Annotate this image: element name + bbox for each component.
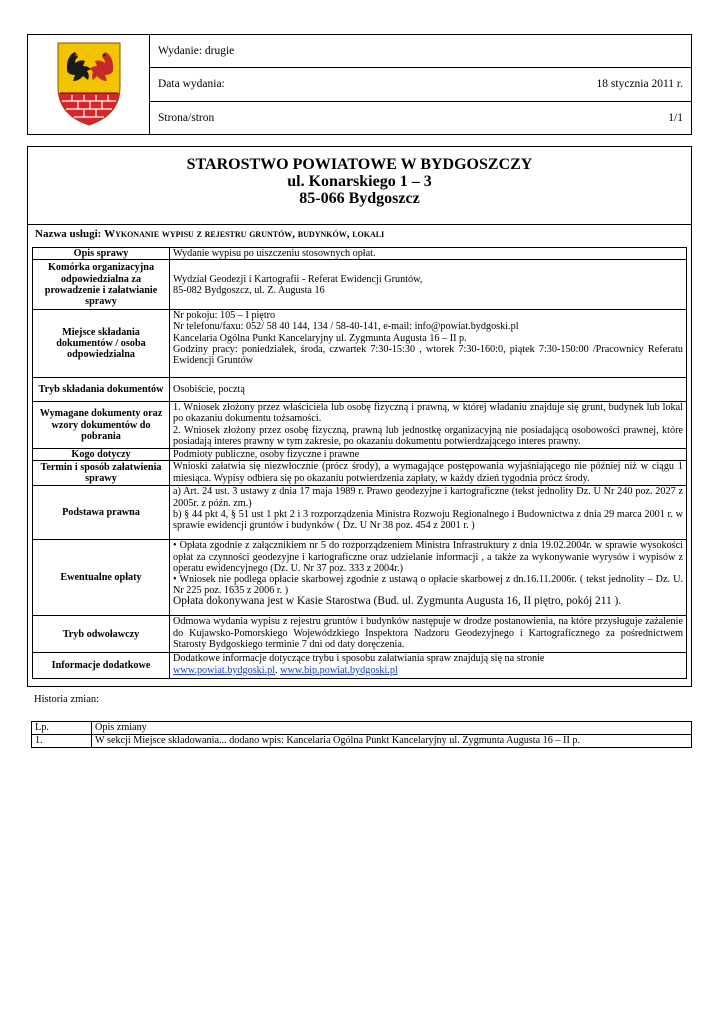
- miejsce-line-3: Kancelaria Ogólna Punkt Kancelaryjny ul. Zygmunta Augusta 16 – II p.: [173, 332, 467, 344]
- office-title-block: [28, 147, 691, 207]
- row-label-odwolawczy: Tryb odwoławczy: [33, 616, 170, 653]
- page-count-value: 1/1: [668, 111, 683, 124]
- row-value-komorka: [170, 260, 687, 310]
- row-value-kogo: Podmioty publiczne, osoby fizyczne i prawne: [170, 449, 687, 461]
- table-row: [33, 449, 687, 461]
- row-value-wymagane: [170, 402, 687, 449]
- history-col-desc: Opis zmiany: [92, 722, 692, 735]
- row-value-termin: Wnioski załatwia się niezwłocznie (prócz środy), a wymagające postępowania wyjaśniającego nie później niż w ciągu 1 miesiąca. Wypisy odbiera się po okazaniu potwierdzenia zapłaty, w każdy dzień tygodnia prócz środy.: [170, 461, 687, 486]
- table-row: [33, 310, 687, 378]
- table-row: [33, 616, 687, 653]
- office-name: STAROSTWO POWIATOWE W BYDGOSZCZY: [186, 156, 533, 173]
- table-row: [33, 540, 687, 616]
- wymagane-item-2: 2. Wniosek złożony przez osobę fizyczną, prawną lub jednostkę organizacyjną nie posiadającą osobowości prawnej, które posiadają interes prawny w tym zakresie, po okazaniu dokumentu potwierdzającego interes prawny.: [173, 424, 683, 447]
- coat-of-arms-cell: [28, 35, 150, 135]
- oplaty-item-3: Opłata dokonywana jest w Kasie Starostwa (Bud. ul. Zygmunta Augusta 16, II piętro, pokój 211 ).: [173, 595, 622, 608]
- row-label-tryb-skladania: Tryb składania dokumentów: [33, 378, 170, 402]
- table-row: [33, 378, 687, 402]
- table-row: [33, 402, 687, 449]
- history-entry-lp: 1.: [32, 735, 92, 748]
- miejsce-line-1: Nr pokoju: 105 – I piętro: [173, 310, 276, 322]
- page-count-cell: [150, 101, 692, 134]
- service-name-value: Wykonanie wypisu z rejestru gruntów, budynków, lokali: [104, 228, 385, 240]
- komorka-line-1: Wydział Geodezji i Kartografii - Referat Ewidencji Gruntów,: [173, 273, 423, 285]
- document-header: [27, 34, 692, 135]
- service-card: [27, 146, 692, 687]
- service-details-table: [32, 247, 687, 679]
- oplaty-item-1: • Opłata zgodnie z załącznikiem nr 5 do rozporządzeniem Ministra Infrastruktury z dnia 19.02.2004r. w sprawie wysokości opłat za czynności geodezyjne i kartograficzne oraz udzielanie informacji , a także za wykonywanie wyrysów i wypisów z operatu ewidencyjnego (Dz. U. Nr 37 poz. 333 z 2004r.): [173, 540, 683, 574]
- row-label-termin: Termin i sposób załatwienia sprawy: [33, 461, 170, 486]
- informacje-links: [173, 665, 683, 676]
- row-label-miejsce: Miejsce składania dokumentów / osoba odpowiedzialna: [33, 310, 170, 378]
- table-row: [32, 735, 692, 748]
- bip-website-link[interactable]: www.bip.powiat.bydgoski.pl: [280, 664, 398, 676]
- komorka-line-2: 85-082 Bydgoszcz, ul. Z. Augusta 16: [173, 284, 325, 296]
- issue-date-label: Data wydania:: [158, 78, 225, 91]
- history-label: Historia zmian:: [34, 694, 100, 705]
- page-count-label: Strona/stron: [158, 111, 215, 124]
- row-label-opis: Opis sprawy: [33, 248, 170, 260]
- row-label-podstawa: Podstawa prawna: [33, 486, 170, 540]
- row-value-odwolawczy: Odmowa wydania wypisu z rejestru gruntów i budynków następuje w drodze postanowienia, na które przysługuje zażalenie do Kujawsko-Pomorskiego Wojewódzkiego Inspektora Nadzoru Geodezyjnego i Kartograficznego za pośrednictwem Starosty Bydgoskiego terminie 7 dni od daty doręczenia.: [170, 616, 687, 653]
- service-name-label: Nazwa usługi:: [35, 228, 102, 240]
- row-value-tryb-skladania: Osobiście, pocztą: [170, 378, 687, 402]
- row-label-kogo: Kogo dotyczy: [33, 449, 170, 461]
- table-row: [33, 486, 687, 540]
- row-label-komorka: Komórka organizacyjna odpowiedzialna za prowadzenie i załatwianie sprawy: [33, 260, 170, 310]
- miejsce-line-4: Godziny pracy: poniedziałek, środa, czwartek 7:30-15:30 , wtorek 7:30-160:0, piątek 7:30-150:00 /Pracownicy Referatu Ewidencji Gruntów: [173, 343, 683, 367]
- miejsce-line-2: Nr telefonu/faxu: 052/ 58 40 144, 134 / 58-40-141, e-mail: info@powiat.bydgoski.pl: [173, 321, 519, 333]
- row-label-informacje: Informacje dodatkowe: [33, 653, 170, 679]
- table-row: [33, 653, 687, 679]
- table-row: [33, 248, 687, 260]
- issue-date-cell: [150, 68, 692, 101]
- row-value-podstawa: [170, 486, 687, 540]
- wymagane-item-1: 1. Wniosek złożony przez właściciela lub osobę fizyczną i prawną, w której władaniu znajduje się grunt, budynek lub lokal po okazaniu dokumentu tożsamości.: [173, 402, 683, 425]
- links-separator: .: [275, 664, 281, 676]
- row-label-oplaty: Ewentualne opłaty: [33, 540, 170, 616]
- history-header-row: [32, 722, 692, 735]
- table-row: [33, 461, 687, 486]
- podstawa-item-b: b) § 44 pkt 4, § 51 ust 1 pkt 2 i 3 rozporządzenia Ministra Rozwoju Regionalnego i Budownictwa z dnia 29 marca 2001 r. w sprawie ewidencji gruntów i budynków ( Dz. U Nr 38 poz. 454 z 2001 r. ): [173, 508, 683, 532]
- office-city: 85-066 Bydgoszcz: [299, 190, 420, 207]
- row-value-informacje: [170, 653, 687, 679]
- office-street: ul. Konarskiego 1 – 3: [287, 173, 432, 190]
- row-value-oplaty: [170, 540, 687, 616]
- podstawa-item-a: a) Art. 24 ust. 3 ustawy z dnia 17 maja 1989 r. Prawo geodezyjne i kartograficzne (tekst jednolity Dz. U Nr 240 poz. 2027 z 2005r. z późn. zm.): [173, 486, 683, 509]
- issue-date-value: 18 stycznia 2011 r.: [596, 78, 683, 91]
- edition-cell: [150, 35, 692, 68]
- service-name-row: [28, 224, 691, 240]
- powiat-website-link[interactable]: www.powiat.bydgoski.pl: [173, 664, 276, 676]
- oplaty-item-2: • Wniosek nie podlega opłacie skarbowej zgodnie z ustawą o opłacie skarbowej z dn.16.11.2006r. ( tekst jednolity – Dz. U. Nr 225 poz. 1635 z 2006 r. ): [173, 574, 683, 597]
- informacje-text: Dodatkowe informacje dotyczące trybu i sposobu załatwiania spraw znajdują się na stronie: [173, 653, 545, 665]
- history-table: [31, 721, 692, 748]
- table-row: [33, 260, 687, 310]
- row-value-opis: Wydanie wypisu po uiszczeniu stosownych opłat.: [170, 248, 687, 260]
- history-col-lp: Lp.: [32, 722, 92, 735]
- coat-of-arms-logo: [28, 35, 149, 131]
- row-value-miejsce: [170, 310, 687, 378]
- history-entry-desc: W sekcji Miejsce składowania... dodano wpis: Kancelaria Ogólna Punkt Kancelaryjny ul. Zygmunta Augusta 16 – II p.: [92, 735, 692, 748]
- row-label-wymagane: Wymagane dokumenty oraz wzory dokumentów do pobrania: [33, 402, 170, 449]
- edition-text: Wydanie: drugie: [158, 45, 235, 58]
